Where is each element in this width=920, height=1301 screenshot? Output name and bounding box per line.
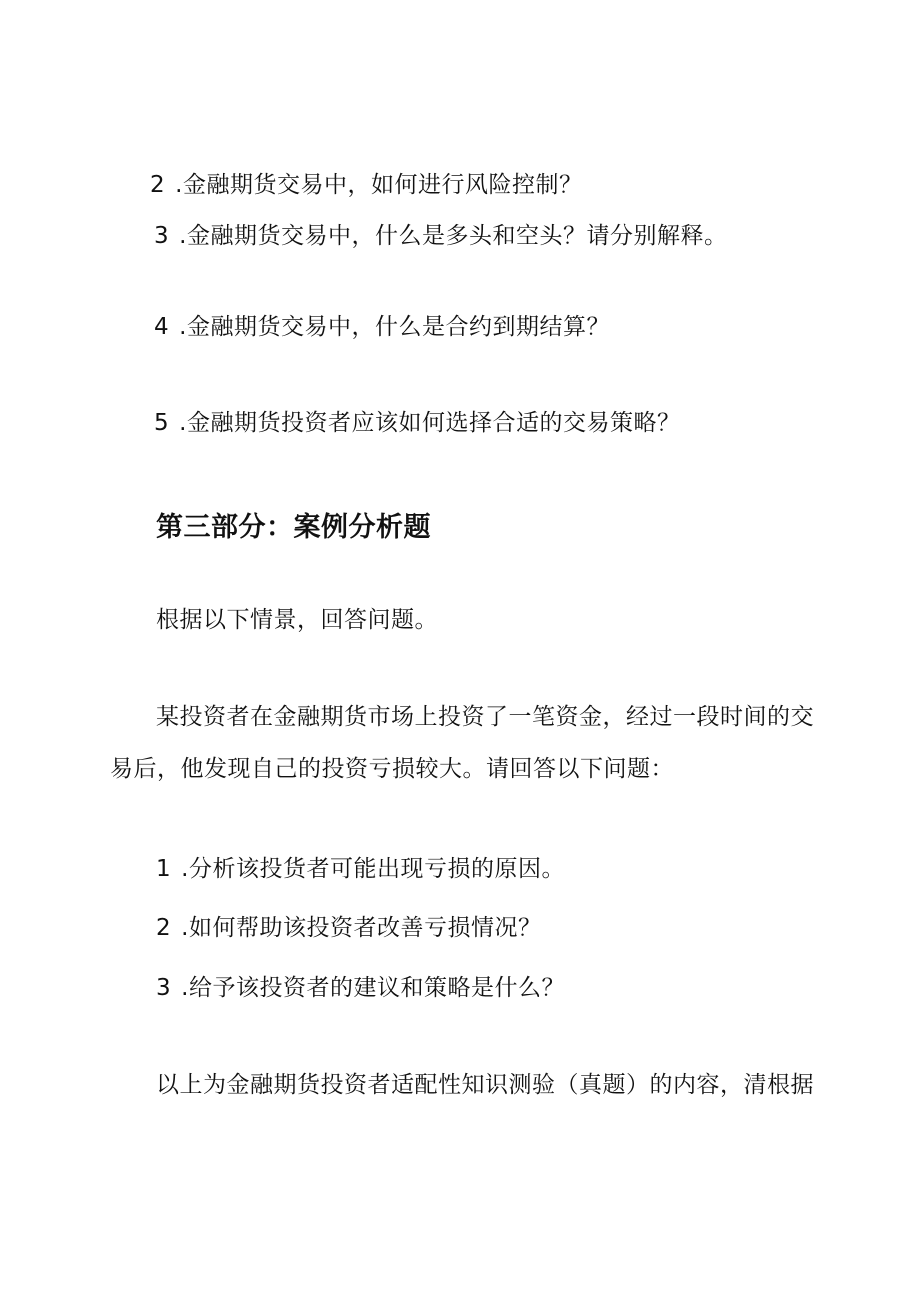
closing-paragraph-line: 以上为金融期货投资者适配性知识测验（真题）的内容，清根据 (156, 1072, 814, 1098)
scenario-paragraph-line: 易后，他发现自己的投资亏损较大。请回答以下问题： (110, 756, 674, 782)
case-question-item (156, 854, 565, 884)
scenario-paragraph-line: 某投资者在金融期货市场上投资了一笔资金，经过一段时间的交 (156, 704, 814, 730)
question-text: .金融期货投资者应该如何选择合适的交易策略？ (179, 410, 681, 436)
question-item (150, 170, 582, 200)
question-text: .金融期货交易中，什么是多头和空头？请分别解释。 (179, 223, 728, 249)
question-number: 3 (154, 223, 170, 249)
question-text: .如何帮助该投资者改善亏损情况？ (181, 915, 542, 941)
case-question-item (156, 913, 541, 943)
section-heading: 第三部分：案例分析题 (156, 512, 431, 543)
case-question-item (156, 973, 565, 1003)
question-text: .金融期货交易中，什么是合约到期结算？ (179, 314, 610, 340)
question-item (154, 312, 610, 342)
question-text: .分析该投货者可能出现亏损的原因。 (181, 856, 565, 882)
question-text: .给予该投资者的建议和策略是什么？ (181, 975, 565, 1001)
question-item (154, 221, 727, 251)
question-number: 1 (156, 856, 172, 882)
question-number: 2 (156, 915, 172, 941)
question-item (154, 408, 680, 438)
question-number: 5 (154, 410, 170, 436)
section-intro: 根据以下情景，回答问题。 (156, 607, 438, 633)
question-text: .金融期货交易中，如何进行风险控制？ (175, 172, 583, 198)
question-number: 3 (156, 975, 172, 1001)
question-number: 4 (154, 314, 170, 340)
question-number: 2 (150, 172, 166, 198)
